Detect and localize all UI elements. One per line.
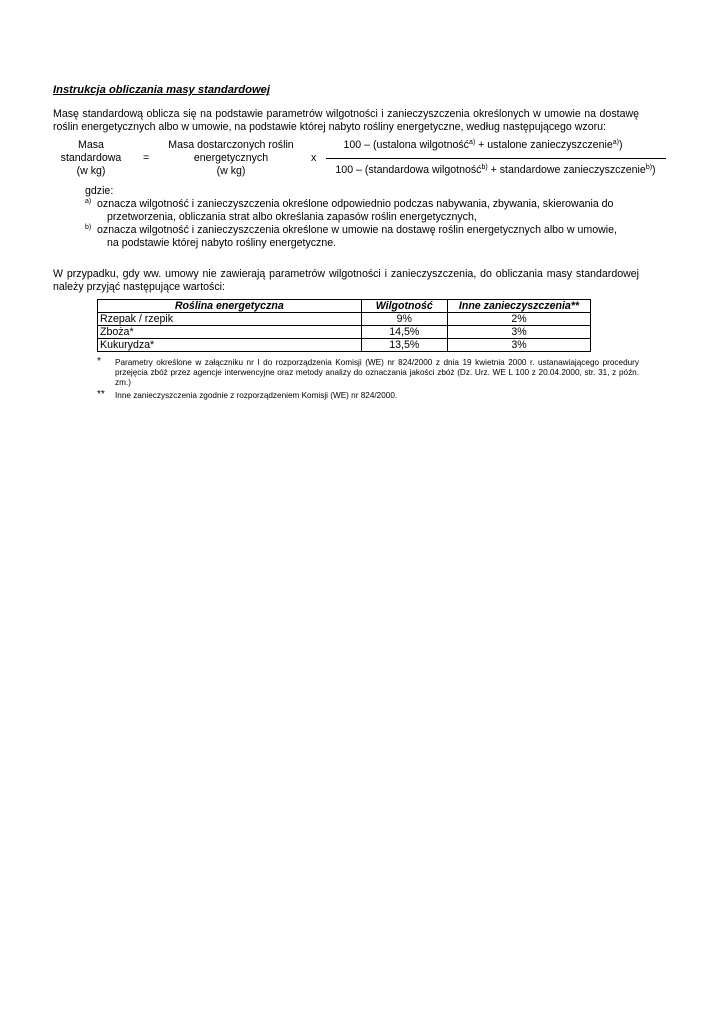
- table-header: Inne zanieczyszczenia**: [447, 300, 590, 313]
- table-cell: 13,5%: [361, 339, 447, 352]
- table-cell: 3%: [447, 339, 590, 352]
- table-cell: Rzepak / rzepik: [98, 313, 362, 326]
- page-title: Instrukcja obliczania masy standardowej: [53, 84, 270, 96]
- formula-middle: Masa dostarczonych roślin energetycznych (w kg): [168, 139, 294, 177]
- formula: [53, 139, 656, 181]
- fraction-line: [326, 158, 666, 159]
- footnote: ** Inne zanieczyszczenia zgodnie z rozporządzeniem Komisji (WE) nr 824/2000.: [97, 389, 398, 400]
- table-row: [98, 313, 591, 326]
- table-row: [98, 326, 591, 339]
- table-cell: 14,5%: [361, 326, 447, 339]
- table-cell: 2%: [447, 313, 590, 326]
- formula-equals: =: [143, 152, 150, 164]
- table-cell: Zboża*: [98, 326, 362, 339]
- table-row: [98, 339, 591, 352]
- table-cell: 3%: [447, 326, 590, 339]
- where-section: [53, 185, 639, 250]
- default-values-paragraph: W przypadku, gdy ww. umowy nie zawierają parametrów wilgotności i zanieczyszczenia, do obliczania masy standardowej należy przyjąć następujące wartości:: [53, 268, 639, 293]
- formula-numerator: 100 – (ustalona wilgotność$^{a)}$ + ustalone zanieczyszczenie$^{a)}$): [343, 139, 623, 151]
- where-item-a: a) oznacza wilgotność i zanieczyszczenia określone odpowiednio podczas nabywania, zbywania, skierowania do przetworzenia, obliczania strat albo określania zapasów roślin energetycznych,: [85, 198, 614, 223]
- footnotes: [53, 358, 639, 401]
- table-header: Roślina energetyczna: [98, 300, 362, 313]
- where-item-b: b) oznacza wilgotność i zanieczyszczenia określone w umowie na dostawę roślin energetycznych albo w umowie, na podstawie której nabyto rośliny energetyczne.: [85, 224, 617, 249]
- intro-paragraph: Masę standardową oblicza się na podstawie parametrów wilgotności i zanieczyszczenia określonych w umowie na dostawę roślin energetycznych albo w umowie, na podstawie której nabyto rośliny energetyczne, według następującego wzoru:: [53, 108, 639, 133]
- table-cell: Kukurydza*: [98, 339, 362, 352]
- values-table: [97, 299, 591, 352]
- table-cell: 9%: [361, 313, 447, 326]
- formula-denominator: 100 – (standardowa wilgotność$^{b)}$ + standardowe zanieczyszczenie$^{b)}$): [335, 164, 656, 176]
- footnote: * Parametry określone w załączniku nr I do rozporządzenia Komisji (WE) nr 824/2000 z dnia 19 kwietnia 2000 r. ustanawiającego procedury przejęcia zbóż przez agencje interwencyjne oraz metody analizy do oznaczania jakości zbóż (Dz. Urz. WE L 100 z 20.04.2000, str. 31, z późn. zm.): [97, 356, 639, 387]
- table-header: Wilgotność: [361, 300, 447, 313]
- formula-times: x: [311, 152, 317, 164]
- formula-left: Masa standardowa (w kg): [60, 139, 122, 177]
- document-page: [53, 84, 656, 404]
- where-label: gdzie:: [85, 185, 114, 197]
- table-header-row: [98, 300, 591, 313]
